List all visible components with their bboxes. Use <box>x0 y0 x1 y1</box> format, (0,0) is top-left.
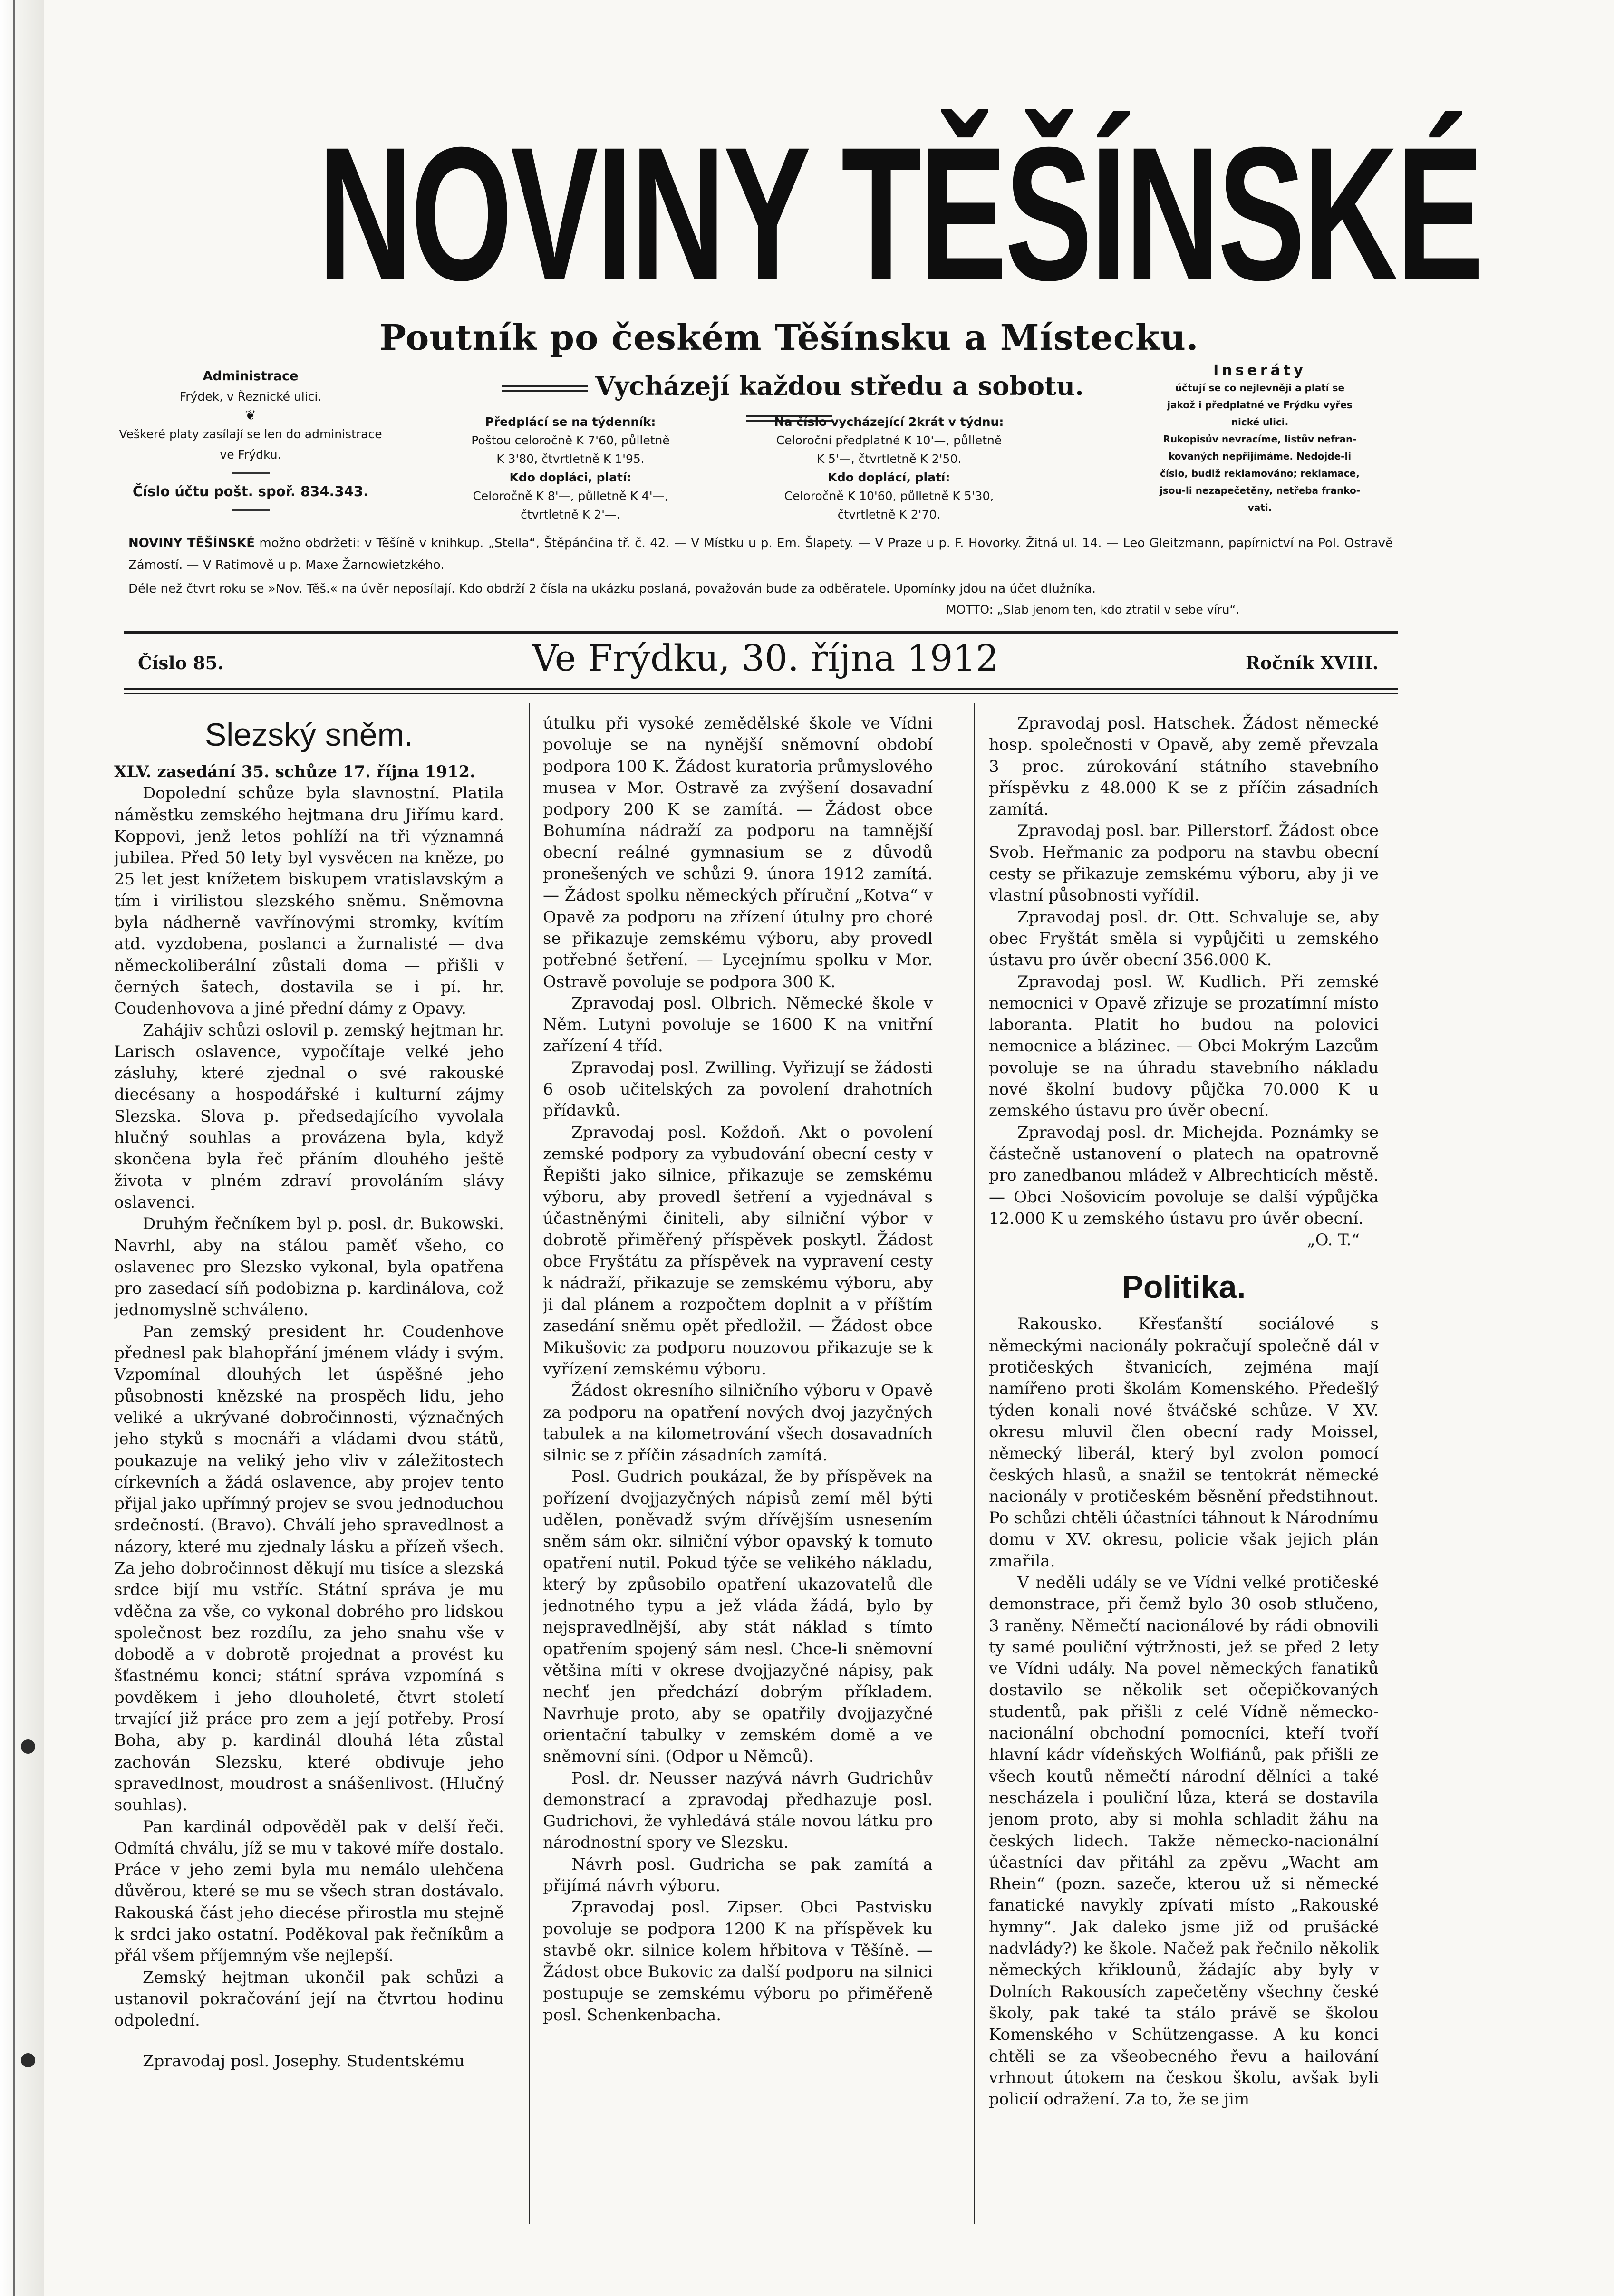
article-paragraph: útulku při vysoké zemědělské škole ve Vídni povoluje se na nynější sněmovní období podpora 100 K. Žádost kuratoria průmyslového musea v Mor. Ostravě za zvýšení dosavadní podpory 200 K se zamítá. — Žádost obce Bohumína nádraží za podporu na tamnější obecní reálné gymnasium se z důvodů pronešených ve schůzi 9. února 1912 zamítá. — Žádost spolku německých příruční „Kotva“ v Opavě za podporu na zřízení útulny pro choré se přikazuje zemskému výboru, aby provedl potřebné šetření. — Lycejnímu spolku v Mor. Ostravě povoluje se podpora 300 K. <box>543 714 933 991</box>
subscription-line: Celoroční předplatné K 10'—, půlletně <box>776 433 1002 447</box>
separator <box>232 472 270 474</box>
article-paragraph: Zpravodaj posl. Olbrich. Německé škole v Něm. Lutyni povoluje se 1600 K na vnitřní zařízení 4 tříd. <box>543 993 933 1056</box>
credit-note: Déle než čtvrt roku se »Nov. Těš.« na úvěr neposílají. Kdo obdrží 2 čísla na ukázku poslaná, považován bude za odběratele. Upomínky jdou na účet dlužníka. <box>128 582 1096 596</box>
adverts-line: číslo, budiž reklamováno; reklamace, <box>1160 468 1360 479</box>
article-paragraph: Návrh posl. Gudricha se pak zamítá a přijímá návrh výboru. <box>543 1854 933 1896</box>
adverts-line: vati. <box>1247 502 1272 513</box>
article-paragraph: Zpravodaj posl. Koždoň. Akt o povolení zemské podpory za vybudování obecní cesty v Řepišti jako silnice, přikazuje se zemskému výboru, aby provedl šetření a vyjednával s účastněnými činiteli, aby silniční výbor v dobrotě přiměřený příspěvek poskytl. Žádost obce Fryštátu za příspěvek na vypravení cesty k nádraží, přikazuje se zemskému výboru, aby ji dal plánem a rozpočtem doplnit a v příštím zasedání sněmu opět předložil. — Žádost obce Mikušovic za podporu nouzovou přikazuje se k vyřízení zemskému výboru. <box>543 1123 933 1379</box>
volume-number: Ročník XVIII. <box>1246 653 1379 673</box>
adverts-line: účtují se co nejlevněji a platí se <box>1175 382 1345 394</box>
adverts-box <box>1112 362 1407 516</box>
motto: MOTTO: „Slab jenom ten, kdo ztratil v sebe víru“. <box>946 603 1240 616</box>
article-paragraph: Zpravodaj posl. dr. Ott. Schvaluje se, aby obec Fryštát směla si vypůjčiti u zemského ústavu pro úvěr obecní 356.000 K. <box>989 907 1379 970</box>
article-paragraph: Pan kardinál odpověděl pak v delší řeči. Odmítá chválu, jíž se mu v takové míře dostalo. Práce v jeho zemi byla mu nemálo ulehčena důvěrou, které se mu se všech stran dostávalo. Rakouská část jeho diecése přirostla mu stejně k srdci jako ostatní. Poděkoval pak řečníkům a přál všem příjemným vše nejlepší. <box>114 1817 504 1966</box>
article-paragraph: Žádost okresního silničního výboru v Opavě za podporu na opatření nových dvoj jazyčných tabulek a na kilometrování všech dosavadních silnic se z příčin zásadních zamítá. <box>543 1381 933 1465</box>
session-line: XLV. zasedání 35. schůze 17. října 1912. <box>114 762 475 781</box>
article-paragraph: Zemský hejtman ukončil pak schůzi a ustanovil pokračování její na čtvrtou hodinu odpolední. <box>114 1968 504 2030</box>
binding-hole <box>21 1739 35 1754</box>
article-paragraph: Zpravodaj posl. W. Kudlich. Při zemské nemocnici v Opavě zřizuje se prozatímní místo laboranta. Platit ho budou na polovici nemocnice a blázinec. — Obci Mokrým Lazcům povoluje se na úhradu stavebního nákladu nové školní budovy půjčka 70.000 K u zemského ústavu pro úvěr obecní. <box>989 972 1379 1121</box>
schedule-text: Vycházejí každou středu a sobotu. <box>595 371 1084 401</box>
administration-address: Frýdek, v Řeznické ulici. <box>179 390 322 403</box>
collect-line: čtvrtletně K 2'—. <box>521 508 620 521</box>
article-heading: Slezský sněm. <box>204 717 414 753</box>
article-paragraph: Zpravodaj posl. Zwilling. Vyřizují se žádosti 6 osob učitelských za povolení drahotních přídavků. <box>543 1058 933 1121</box>
sales-label: NOVINY TĚŠÍNSKÉ <box>128 536 255 550</box>
article-paragraph: Posl. dr. Neusser nazývá návrh Gudrichův demonstrací a zpravodaj předhazuje posl. Gudrichovi, že vyhledává stále novou látku pro národnostní spory ve Slezsku. <box>543 1768 933 1853</box>
double-rule-left <box>502 385 588 392</box>
article-paragraph: Zpravodaj posl. Zipser. Obci Pastvisku povoluje se podpora 1200 K na příspěvek ku stavbě okr. silnice kolem hřbitova v Těšíně. — Žádost obce Bukovic za další podporu na silnici postupuje se zemskému výboru po přiměřeně posl. Schenkenbacha. <box>543 1898 933 2025</box>
masthead-title: NOVINY TĚŠÍNSKÉ <box>318 107 1482 320</box>
article-signature: „O. T.“ <box>1307 1230 1360 1250</box>
collect-line: Celoročně K 8'—, půlletně K 4'—, <box>473 489 668 503</box>
masthead-subtitle: Poutník po českém Těšínsku a Místecku. <box>379 317 1199 358</box>
sales-text: možno obdržeti: v Těšíně v knihkup. „Stella“, Štěpánčina tř. č. 42. — V Místku u p. Em. Šlapety. — V Praze u p. F. Hovorky. Žitná ul. 14. — Leo Gleitzmann, papírnictví na Pol. Ostravě Zámostí. — V Ratimově u p. Maxe Žarnowietzkého. <box>128 536 1393 572</box>
column-rule <box>974 703 975 2224</box>
header-rule-top <box>124 631 1398 634</box>
article-paragraph: Dopolední schůze byla slavnostní. Platila náměstku zemského hejtmana dru Jiřímu kard. Koppovi, jenž letos pohlíží na tři významná jubilea. Před 50 lety byl vysvěcen na kněze, po 25 let jest knížetem biskupem vratislavským a tím i virilistou slezského sněmu. Sněmovna byla nádherně vavřínovými stromky, kvítím atd. vyzdobena, poslanci a žurnalisté — dva německoliberální zůstali doma — přišli v černých šatech, dostavila se i pí. hr. Coudenhovova a jiné přední dámy z Opavy. <box>114 784 504 1018</box>
column-1 <box>114 713 504 2234</box>
administration-heading: Administrace <box>203 369 299 384</box>
article-paragraph: Zpravodaj posl. bar. Pillerstorf. Žádost obce Svob. Heřmanic za podporu na stavbu obecní cesty se přikazuje zemskému výboru, aby ji ve vlastní působnosti vyřídil. <box>989 821 1379 905</box>
dateline: Ve Frýdku, 30. října 1912 <box>532 637 999 679</box>
politics-paragraph: Rakousko. Křesťanští sociálové s německými nacionály pokračují společně dál v protičeských štvanicích, zejména mají namířeno proti školám Komenského. Předešlý týden konali nové štváčské schůze. V XV. okresu mluvil člen obecní rady Moissel, německý liberál, který byl zvolon pomocí českých hlasů, a snažil se tentokrát německé nacionály v protičeském běsnění předstihnout. Po schůzi chtěli účastníci táhnout k Národnímu domu v XV. okresu, policie však jejich plán zmařila. <box>989 1315 1379 1571</box>
page-spine <box>0 0 44 2296</box>
header-rule-bottom <box>124 688 1398 690</box>
collect-line: Celoročně K 10'60, půlletně K 5'30, <box>784 489 994 503</box>
adverts-line: jsou-li nezapečetěny, netřeba franko- <box>1159 485 1361 496</box>
collect-heading: Kdo dopláci, platí: <box>509 471 632 484</box>
column-rule <box>529 703 530 2224</box>
postal-account: Číslo účtu pošt. spoř. 834.343. <box>132 483 369 500</box>
article-paragraph: Pan zemský president hr. Coudenhove přednesl pak blahopřání jménem vlády i svým. Vzpomínal dlouhých let úspěšné jeho působnosti knězské na prospěch lidu, jeho veliké a ukrývané dobročinnosti, význačných jeho styků s mocnáři a vládami dvou států, poukazuje na veliký jeho vliv v záležitostech církevních a žádá oslavence, aby projev tento přijal jako upřímný projev se svou jednoduchou srdečností. (Bravo). Chválí jeho spravedlnost a názory, které mu zjednaly lásku a přízeň všech. Za jeho dobročinnost děkují mu tisíce a slezská srdce bijí mu vstříc. Státní správa je mu vděčna za vše, co vykonal dobrého pro lidskou společnost bez rozdílu, za jeho snahu vše v dobodě a v dobrotě projednat a provést ku šťastnému konci; státní správa vzpomíná s povděkem i jeho dlouholeté, čtvrt století trvající již práce pro zem a její potřeby. Prosí Boha, aby p. kardinál dlouhá léta zůstal zachován Slezsku, které obdivuje jeho spravedlnost, moudrost a snášenlivost. (Hlučný souhlas). <box>114 1322 504 1815</box>
politics-paragraph: V neděli udály se ve Vídni velké protičeské demonstrace, při čemž bylo 30 osob stlučeno, 3 raněny. Němečtí nacionálové by rádi obnovili ty samé pouliční výtržnosti, jež se před 2 lety ve Vídni udály. Na povel německých fanatiků dostavilo se několik set očepičkovaných studentů, pak přišli z celé Vídně německo-nacionální obchodní pomocníci, kteří tvoří hlavní kádr vídeňských Wolfiánů, pak přišli ze všech koutů němečtí národní dělníci a také nescházela i pouliční lůza, která se dostavila jenom proto, aby si mohla schladit žáhu na českých lidech. Takže německo-nacionální účastníci dav přitáhl za zpěvu „Wacht am Rhein“ (pozn. sazeče, kterou už si německé fanatické navykly zpívati místo „Rakouské hymny“. Jak daleko jsme již od prušácké nadvlády?) ke škole. Načež pak řečnilo několik německých křiklounů, žádajíc aby byly v Dolních Rakousích zapečetěny všechny české školy, pak také ta stálo právě se školou Komenského v Schützengasse. A ku konci chtěli se za všeobecného řevu a hailování vrhnout útokem na českou školu, avšak byli policií odražení. Za to, že se jim <box>989 1573 1379 2109</box>
adverts-line: jakož i předplatné ve Frýdku vyřes <box>1167 399 1353 411</box>
subscription-twice-weekly <box>756 413 1022 524</box>
subscription-heading: Předplácí se na týdenník: <box>485 415 656 429</box>
collect-heading: Kdo doplácí, platí: <box>828 471 950 484</box>
article-paragraph: Druhým řečníkem byl p. posl. dr. Bukowski. Navrhl, aby na stálou paměť všeho, co oslavenec pro Slezsko vykonal, byla opatřena pro zasedací síň podobizna p. kardinálova, což jednomyslně schváleno. <box>114 1214 504 1320</box>
subscription-line: K 5'—, čtvrtletně K 2'50. <box>816 452 962 466</box>
article-paragraph: Posl. Gudrich poukázal, že by příspěvek na pořízení dvojjazyčných nápisů zemí měl býti udělen, poněvadž svým dřívějším usnesením sněm sám okr. silniční výbor opavský k tomuto opatření nutil. Pokud týče se velikého nákladu, který by způsobilo opatření ukazovatelů dle jednotného typu a jež vláda žádá, bylo by nejspravedlnější, aby stát náklad s tímto opatřením spojený sám nesl. Chce-li sněmovní většina míti v okrese dvojjazyčné nápisy, pak nechť jen předchází dobrým příkladem. Navrhuje proto, aby se opatřily dvojjazyčné orientační tabulky v zemském domě a ve sněmovní síni. (Odpor u Němců). <box>543 1467 933 1767</box>
ornament-icon: ❦ <box>245 407 256 423</box>
separator <box>232 509 270 511</box>
subscription-line: K 3'80, čtvrtletně K 1'95. <box>496 452 645 466</box>
spine-line <box>13 0 15 2296</box>
subscription-line: Poštou celoročně K 7'60, půlletně <box>471 433 670 447</box>
sales-points <box>128 532 1393 576</box>
adverts-line: kovaných nepřijímáme. Nedojde-li <box>1168 451 1352 462</box>
collect-line: čtvrtletně K 2'70. <box>837 508 941 521</box>
binding-hole <box>21 2053 35 2067</box>
column-2 <box>543 713 933 2234</box>
administration-box <box>110 366 391 519</box>
adverts-line: nické ulici. <box>1231 416 1289 428</box>
article-paragraph: Zpravodaj posl. Hatschek. Žádost německé hosp. společnosti v Opavě, aby země převzala 3 proc. zúrokování státního stavebního příspěvku z 48.000 K se z příčin zásadních zamítá. <box>989 714 1379 819</box>
adverts-heading: Inseráty <box>1213 362 1306 379</box>
header-rule-bottom-thin <box>124 693 1398 694</box>
article-paragraph: Zahájiv schůzi oslovil p. zemský hejtman hr. Larisch oslavence, vypočítaje velké jeho zásluhy, které zjednal o své rakouské diecésany a hospodářské i kulturní zájmy Slezska. Slova p. předsedajícího vyvolala hlučný souhlas a provázena byla, když skončena byla řeč přáním dlouhého ještě života v plném zdraví provoláním slávy oslavenci. <box>114 1020 504 1212</box>
section-heading-politics: Politika. <box>1121 1269 1246 1306</box>
administration-payments: Veškeré platy zasílají se len do administrace ve Frýdku. <box>119 427 382 461</box>
subscription-heading: Na číslo vycházející 2krát v týdnu: <box>774 415 1004 429</box>
issue-number: Číslo 85. <box>138 653 224 673</box>
column-3 <box>989 713 1379 2234</box>
article-paragraph: Zpravodaj posl. dr. Michejda. Poznámky se částečně ustanovení o platech na opatrovně pro zanedbanou mládež v Albrechticích městě. — Obci Nošovicím povoluje se další výpůjčka 12.000 K u zemského ústavu pro úvěr obecní. <box>989 1123 1379 1228</box>
article-paragraph: Zpravodaj posl. Josephy. Studentskému <box>143 2051 465 2071</box>
adverts-line: Rukopisův nevracíme, listův nefran- <box>1163 433 1357 445</box>
subscription-weekly <box>437 413 704 524</box>
